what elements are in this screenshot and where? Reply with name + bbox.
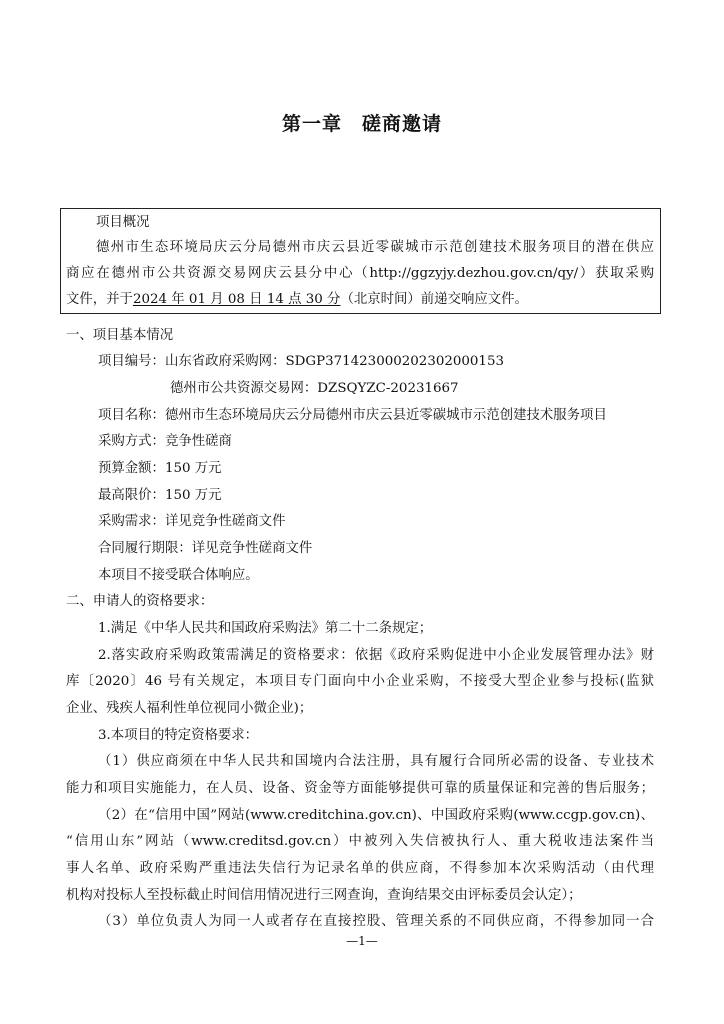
- overview-line-2: 商应在德州市公共资源交易网庆云县分中心（http://ggzyjy.dezhou.gov.cn/qy/）获取采购: [66, 266, 654, 281]
- procurement-demand: 采购需求：详见竞争性磋商文件: [98, 514, 286, 529]
- requirement-1-line-2: 能力和项目实施能力，在人员、设备、资金等方面能够提供可靠的质量保证和完善的售后服务；: [66, 781, 654, 796]
- requirement-3-line-1: （3）单位负责人为同一人或者存在直接控股、管理关系的不同供应商，不得参加同一合: [98, 914, 654, 929]
- section-1-heading: 一、项目基本情况: [66, 328, 174, 343]
- submission-deadline: 2024 年 01 月 08 日 14 点 30 分: [132, 292, 341, 307]
- qualification-item-3: 3.本项目的特定资格要求：: [98, 728, 259, 743]
- project-number-sdgp: 山东省政府采购网：SDGP371423000202302000153: [164, 354, 504, 369]
- chapter-title: [0, 109, 724, 136]
- contract-term: 合同履行期限：详见竞争性磋商文件: [98, 541, 313, 556]
- project-name: 项目名称：德州市生态环境局庆云分局德州市庆云县近零碳城市示范创建技术服务项目: [98, 408, 607, 423]
- requirement-2-line-1: （2）在“信用中国”网站(www.creditchina.gov.cn)、中国政府采购(www.ccgp.gov.cn)、: [98, 808, 654, 823]
- project-number-label: 项目编号：: [98, 354, 165, 369]
- consortium-note: 本项目不接受联合体响应。: [98, 568, 259, 583]
- overview-line-3-post: （北京时间）前递交响应文件。: [340, 292, 528, 307]
- overview-line-3: [66, 291, 528, 309]
- chapter-number: 第一章: [281, 113, 342, 135]
- overview-line-3-pre: 文件，并于: [66, 292, 133, 307]
- requirement-2-line-2: “信用山东”网站（www.creditsd.gov.cn）中被列入失信被执行人、重大税收违法案件当: [66, 834, 654, 849]
- qualification-item-2-line-2: 库〔2020〕46 号有关规定，本项目专门面向中小企业采购，不接受大型企业参与投标(监狱: [66, 674, 654, 689]
- requirement-2-line-3: 事人名单、政府采购严重违法失信行为记录名单的供应商，不得参加本次采购活动（由代理: [66, 861, 654, 876]
- qualification-item-2-line-3: 企业、残疾人福利性单位视同小微企业)；: [66, 701, 313, 716]
- project-number-1: [98, 353, 504, 371]
- requirement-2-line-4: 机构对投标人至投标截止时间信用情况进行三网查询，查询结果交由评标委员会认定）；: [66, 888, 582, 903]
- overview-line-1: 德州市生态环境局庆云分局德州市庆云县近零碳城市示范创建技术服务项目的潜在供应: [96, 240, 654, 255]
- page-number: —1—: [346, 934, 378, 948]
- qualification-item-1: 1.满足《中华人民共和国政府采购法》第二十二条规定；: [98, 621, 433, 636]
- project-number-2: 德州市公共资源交易网：DZSQYZC-20231667: [170, 381, 459, 396]
- budget-amount: 预算金额：150 万元: [98, 461, 222, 476]
- chapter-name: 磋商邀请: [362, 113, 443, 135]
- max-price: 最高限价：150 万元: [98, 488, 222, 503]
- overview-heading: 项目概况: [96, 215, 150, 230]
- procurement-method: 采购方式：竞争性磋商: [98, 434, 232, 449]
- section-2-heading: 二、申请人的资格要求：: [66, 594, 214, 609]
- requirement-1-line-1: （1）供应商须在中华人民共和国境内合法注册，具有履行合同所必需的设备、专业技术: [98, 754, 654, 769]
- qualification-item-2-line-1: 2.落实政府采购政策需满足的资格要求：依据《政府采购促进中小企业发展管理办法》财: [98, 648, 654, 663]
